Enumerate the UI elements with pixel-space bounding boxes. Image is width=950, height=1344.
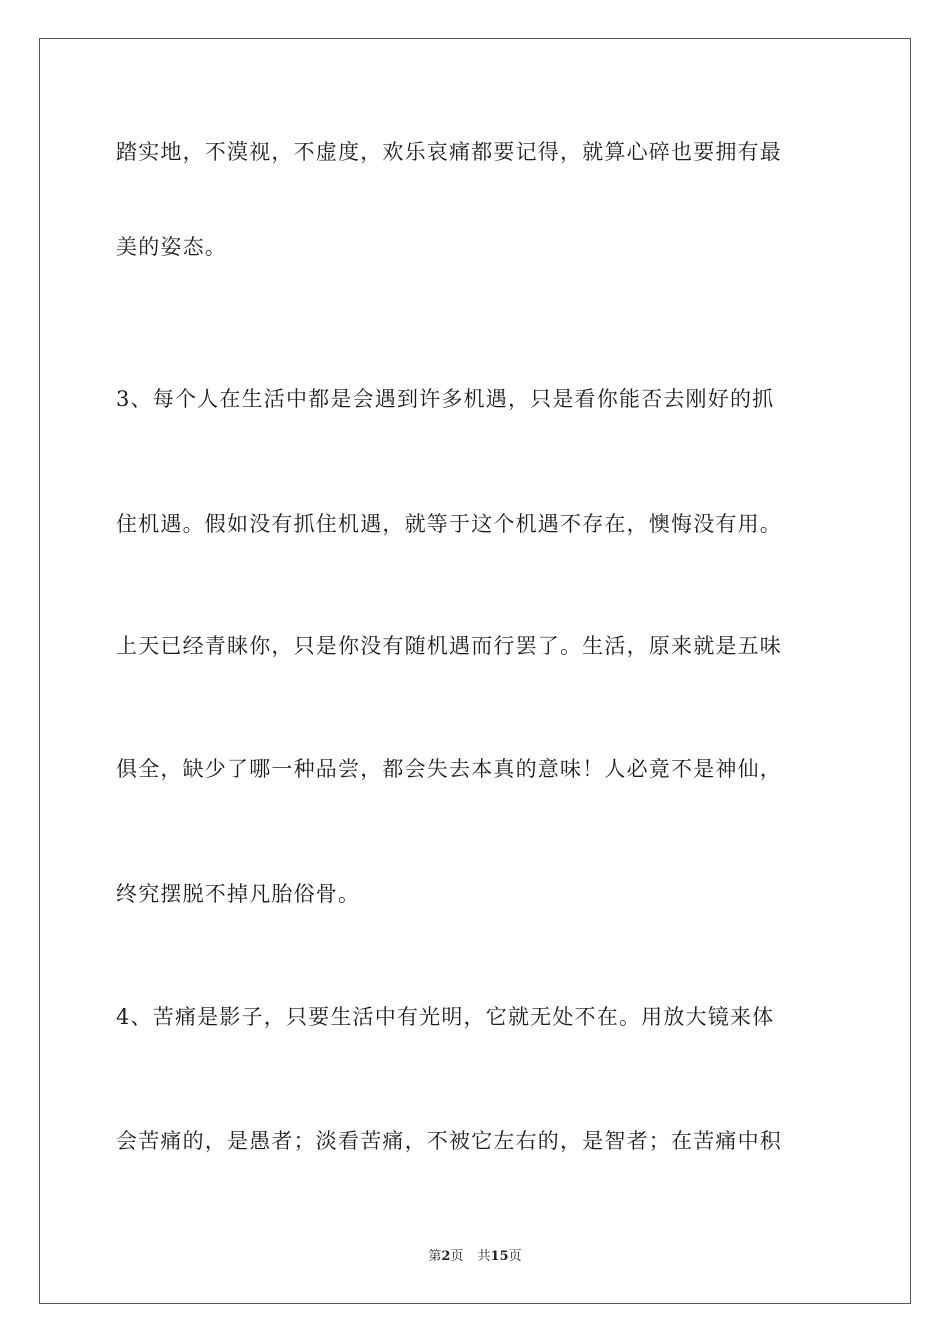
total-suffix: 页	[508, 1249, 522, 1264]
text-line-9: 会苦痛的，是愚者；淡看苦痛，不被它左右的，是智者；在苦痛中积	[116, 1129, 782, 1153]
page-suffix: 页	[450, 1249, 464, 1264]
text-line-4: 住机遇。假如没有抓住机遇，就等于这个机遇不存在，懊悔没有用。	[116, 512, 782, 536]
text-line-2: 美的姿态。	[116, 235, 227, 259]
text-line-5: 上天已经青睐你，只是你没有随机遇而行罢了。生活，原来就是五味	[116, 634, 782, 658]
text-line-8: 4、苦痛是影子，只要生活中有光明，它就无处不在。用放大镜来体	[116, 1005, 775, 1029]
page-prefix: 第	[428, 1249, 442, 1264]
text-line-6: 俱全，缺少了哪一种品尝，都会失去本真的意味！人必竟不是神仙，	[116, 757, 782, 781]
total-prefix: 共	[477, 1249, 491, 1264]
page-border	[39, 38, 911, 1304]
page-footer	[0, 1248, 950, 1266]
text-line-7: 终究摆脱不掉凡胎俗骨。	[116, 882, 361, 906]
text-line-1: 踏实地，不漠视，不虚度，欢乐哀痛都要记得，就算心碎也要拥有最	[116, 140, 782, 164]
page-current: 2	[441, 1249, 451, 1264]
text-line-3: 3、每个人在生活中都是会遇到许多机遇，只是看你能否去刚好的抓	[116, 387, 775, 411]
page-total: 15	[490, 1249, 509, 1264]
